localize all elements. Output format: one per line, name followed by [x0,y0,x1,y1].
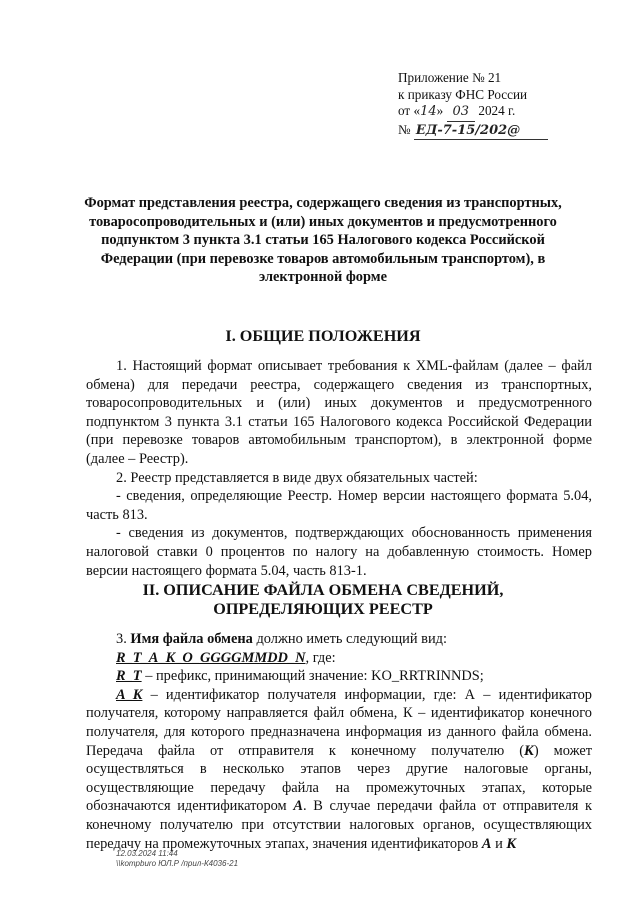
file-name-pattern: R_T_A_K_O_GGGGMMDD_N [116,649,306,666]
paragraph [86,667,592,686]
document-title: Формат представления реестра, содержащего сведения из транспортных, товаросопроводительных и (или) иных документов и предусмотренного подпунктом 3 пункта 3.1 статьи 165 Налогового кодекса Российской Федерации (при перевозке товаров автомобильным транспортом), в электронной форме [84,195,562,285]
footer-path: \\kompburo ЮЛ.Р /прил-К4036-21 [116,859,239,868]
number-prefix: № [398,121,411,137]
code: К [506,835,517,852]
code: А [481,835,492,852]
text: ) может осуществляться в несколько этапов через другие налоговые органы, осуществляющие передачу файла на промежуточных этапах, которые обозначаются идентификатором [86,742,593,815]
date-day: 14 [420,104,437,119]
text: . В случае передачи файла от отправителя к конечному получателю при отсутствии налоговых органов, осуществляющих передачу на промежуточных этапах, значения идентификаторов [86,798,592,852]
section-1-heading: I. ОБЩИЕ ПОЛОЖЕНИЯ [225,327,421,345]
paragraph: 1. Настоящий формат описывает требования к XML-файлам (далее – файл обмена) для передачи реестра, содержащего сведения из транспортных, товаросопроводительных и (или) иных документов и предусмотренного подпунктом 3 пункта 3.1 статьи 165 Налогового кодекса Российской Федерации (при перевозке товаров автомобильным транспортом), в электронной форме (далее – Реестр). [86,358,592,467]
date-prefix: от « [398,103,421,118]
item-number: 3. [116,631,131,647]
order-line: к приказу ФНС России [398,86,528,102]
appendix-line: Приложение № 21 [398,70,502,85]
footer-timestamp: 12.03.2024 11:44 [116,849,178,858]
date-mid: » [436,103,444,118]
text: – префикс, принимающий значение: KO_RRTRINNDS; [141,668,484,685]
section-2-heading: II. ОПИСАНИЕ ФАЙЛА ОБМЕНА СВЕДЕНИЙ, ОПРЕДЕЛЯЮЩИХ РЕЕСТР [142,581,504,618]
code: А [293,798,303,815]
paragraph [86,686,592,853]
paragraph: - сведения из документов, подтверждающих обоснованность применения налоговой ставки 0 процентов по налогу на добавленную стоимость. Номер версии настоящего формата 5.04, часть 813-1. [86,525,592,579]
text: – идентификатор получателя информации, где: А – идентификатор получателя, которому направляется файл обмена, К – идентификатор конечного получателя, для которого предназначена информация из данного файла обмена. Передача файла от отправителя к конечному получателю ( [86,686,592,759]
number-line [398,122,548,141]
term-file-name: Имя файла обмена [130,631,253,647]
date-month: 03 [447,104,476,122]
section-2-body [86,630,592,853]
text: должно иметь следующий вид: [252,631,447,647]
section-1-body [86,357,592,580]
paragraph [86,649,592,668]
paragraph [86,630,592,649]
code: К [524,742,534,759]
text: и [491,835,507,852]
appendix-block [398,70,548,140]
date-year: 2024 г. [478,103,516,118]
code: R_T [116,668,142,685]
text: , где: [305,649,336,666]
date-line [398,103,548,122]
order-number: ЕД-7-15/202@ [414,123,548,141]
paragraph: 2. Реестр представляется в виде двух обязательных частей: [116,469,478,486]
paragraph: - сведения, определяющие Реестр. Номер версии настоящего формата 5.04, часть 813. [86,488,592,523]
code: A_K [116,686,143,703]
footer-stamp [116,849,238,869]
